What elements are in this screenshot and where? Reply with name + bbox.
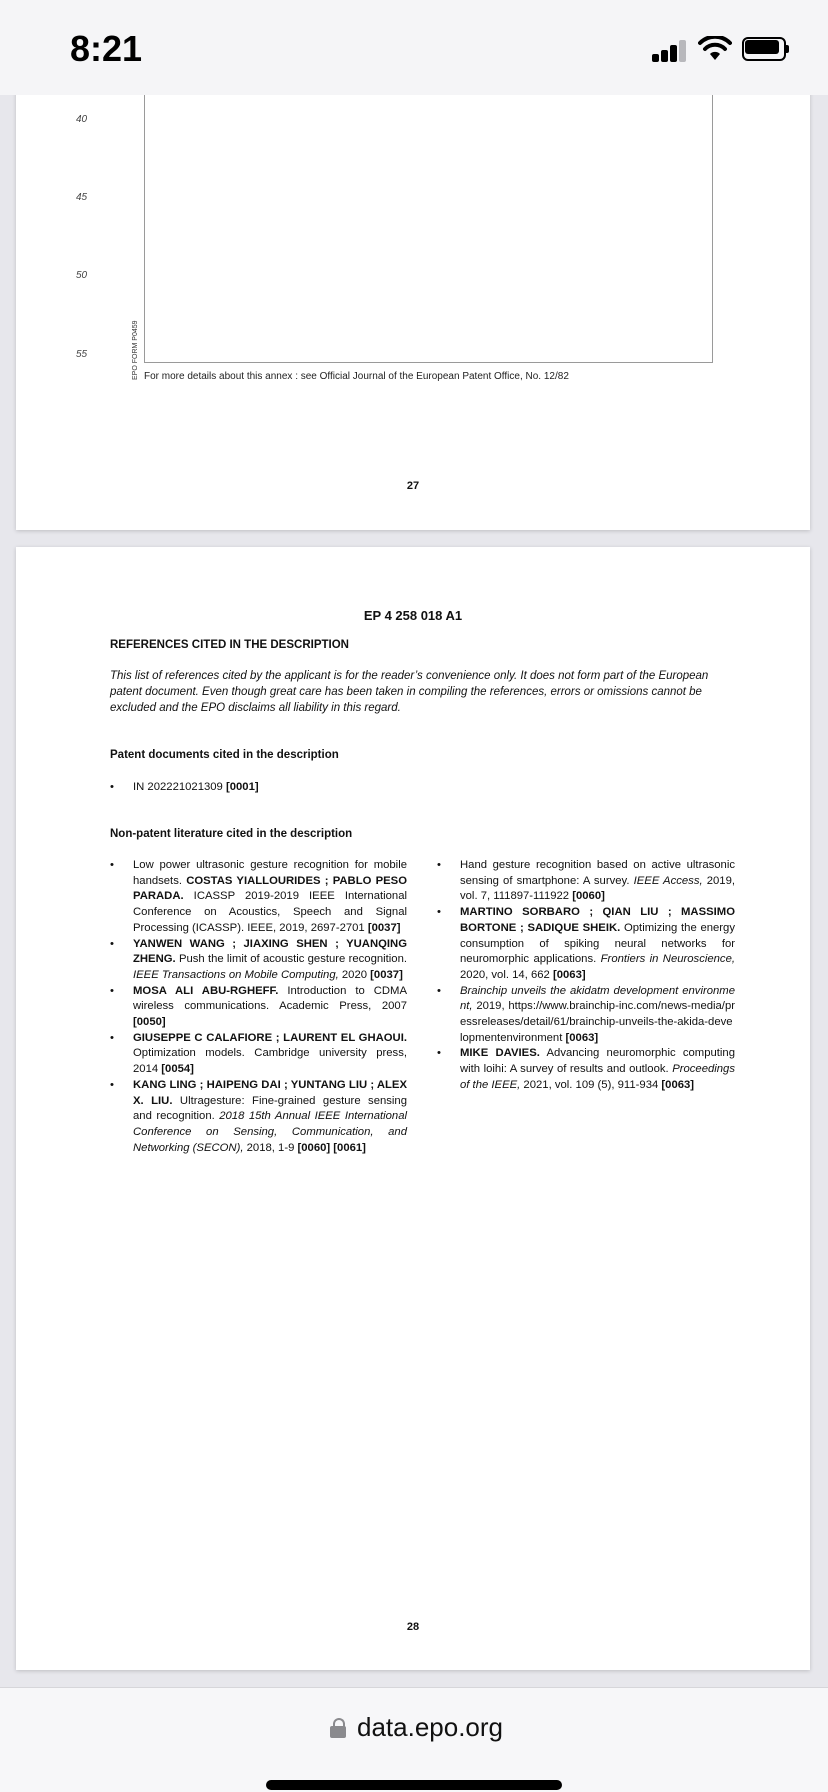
wifi-icon (698, 36, 732, 62)
list-item: • Hand gesture recognition based on active ultrasonic sensing of smartphone: A survey. IEEE Access, 2019, vol. 7, 111897-111922 [0060] (437, 858, 735, 905)
disclaimer-text: This list of references cited by the applicant is for the reader’s convenience only. It does not form part of the European patent document. Even though great care has been taken in compiling the references, errors or omissions cannot be excluded and the EPO disclaims all liability in this regard. (110, 670, 709, 714)
list-item: • YANWEN WANG ; JIAXING SHEN ; YUANQING ZHENG. Push the limit of acoustic gesture recognition. IEEE Transactions on Mobile Computing, 2020 [0037] (110, 937, 407, 984)
url-text[interactable]: data.epo.org (357, 1712, 504, 1742)
list-item: • Low power ultrasonic gesture recognition for mobile handsets. COSTAS YIALLOURIDES ; PABLO PESO PARADA. ICASSP 2019-2019 IEEE International Conference on Acoustics, Speech and Signal Processing (ICASSP). IEEE, 2019, 2697-2701 [0037] (110, 858, 407, 937)
list-item: • MARTINO SORBARO ; QIAN LIU ; MASSIMO BORTONE ; SADIQUE SHEIK. Optimizing the energy consumption of spiking neural networks for neuromorphic applications. Frontiers in Neuroscience, 2020, vol. 14, 662 [0063] (437, 905, 735, 984)
list-item: • Brainchip unveils the akidatm development environment, 2019, https://www.brainchip-inc.com/news-media/pressreleases/detail/61/brainchip-unveils-the-akida-developmentenvironment [0063] (437, 984, 735, 1047)
list-item: • KANG LING ; HAIPENG DAI ; YUNTANG LIU ; ALEX X. LIU. Ultragesture: Fine-grained gesture sensing and recognition. 2018 15th Annual IEEE International Conference on Sensing, Communication, and Networking (SECON), 2018, 1-9 [0060] [0061] (110, 1078, 407, 1157)
references-left-column (110, 858, 407, 1156)
document-page-28 (16, 547, 810, 1670)
annex-footnote: For more details about this annex : see Official Journal of the European Patent Office, No. 12/82 (144, 371, 569, 382)
line-number: 45 (76, 192, 88, 203)
status-bar (0, 0, 828, 95)
cellular-signal-icon (652, 38, 688, 62)
status-time: 8:21 (70, 28, 143, 69)
non-patent-literature-heading: Non-patent literature cited in the description (110, 828, 353, 840)
epo-form-label: EPO FORM P0459 (132, 320, 139, 380)
document-id: EP 4 258 018 A1 (363, 608, 463, 623)
references-right-column (437, 858, 735, 1094)
line-number: 55 (76, 349, 88, 360)
references-heading: REFERENCES CITED IN THE DESCRIPTION (110, 639, 349, 651)
browser-address-bar[interactable] (0, 1687, 828, 1792)
battery-icon (742, 37, 790, 61)
line-number: 40 (76, 114, 88, 125)
list-item: • MIKE DAVIES. Advancing neuromorphic computing with loihi: A survey of results and outlook. Proceedings of the IEEE, 2021, vol. 109 (5), 911-934 [0063] (437, 1046, 735, 1093)
lock-icon (330, 1718, 346, 1738)
page-number: 27 (406, 480, 420, 492)
list-item: • GIUSEPPE C CALAFIORE ; LAURENT EL GHAOUI. Optimization models. Cambridge university press, 2014 [0054] (110, 1031, 407, 1078)
page-number: 28 (406, 1621, 420, 1633)
patent-documents-heading: Patent documents cited in the description (110, 749, 339, 761)
list-item: • IN 202221021309 [0001] (110, 780, 510, 796)
list-item: • MOSA ALI ABU-RGHEFF. Introduction to CDMA wireless communications. Academic Press, 2007 [0050] (110, 984, 407, 1031)
home-indicator[interactable] (266, 1780, 562, 1790)
patent-documents-list (110, 780, 510, 796)
line-number: 50 (76, 270, 88, 281)
